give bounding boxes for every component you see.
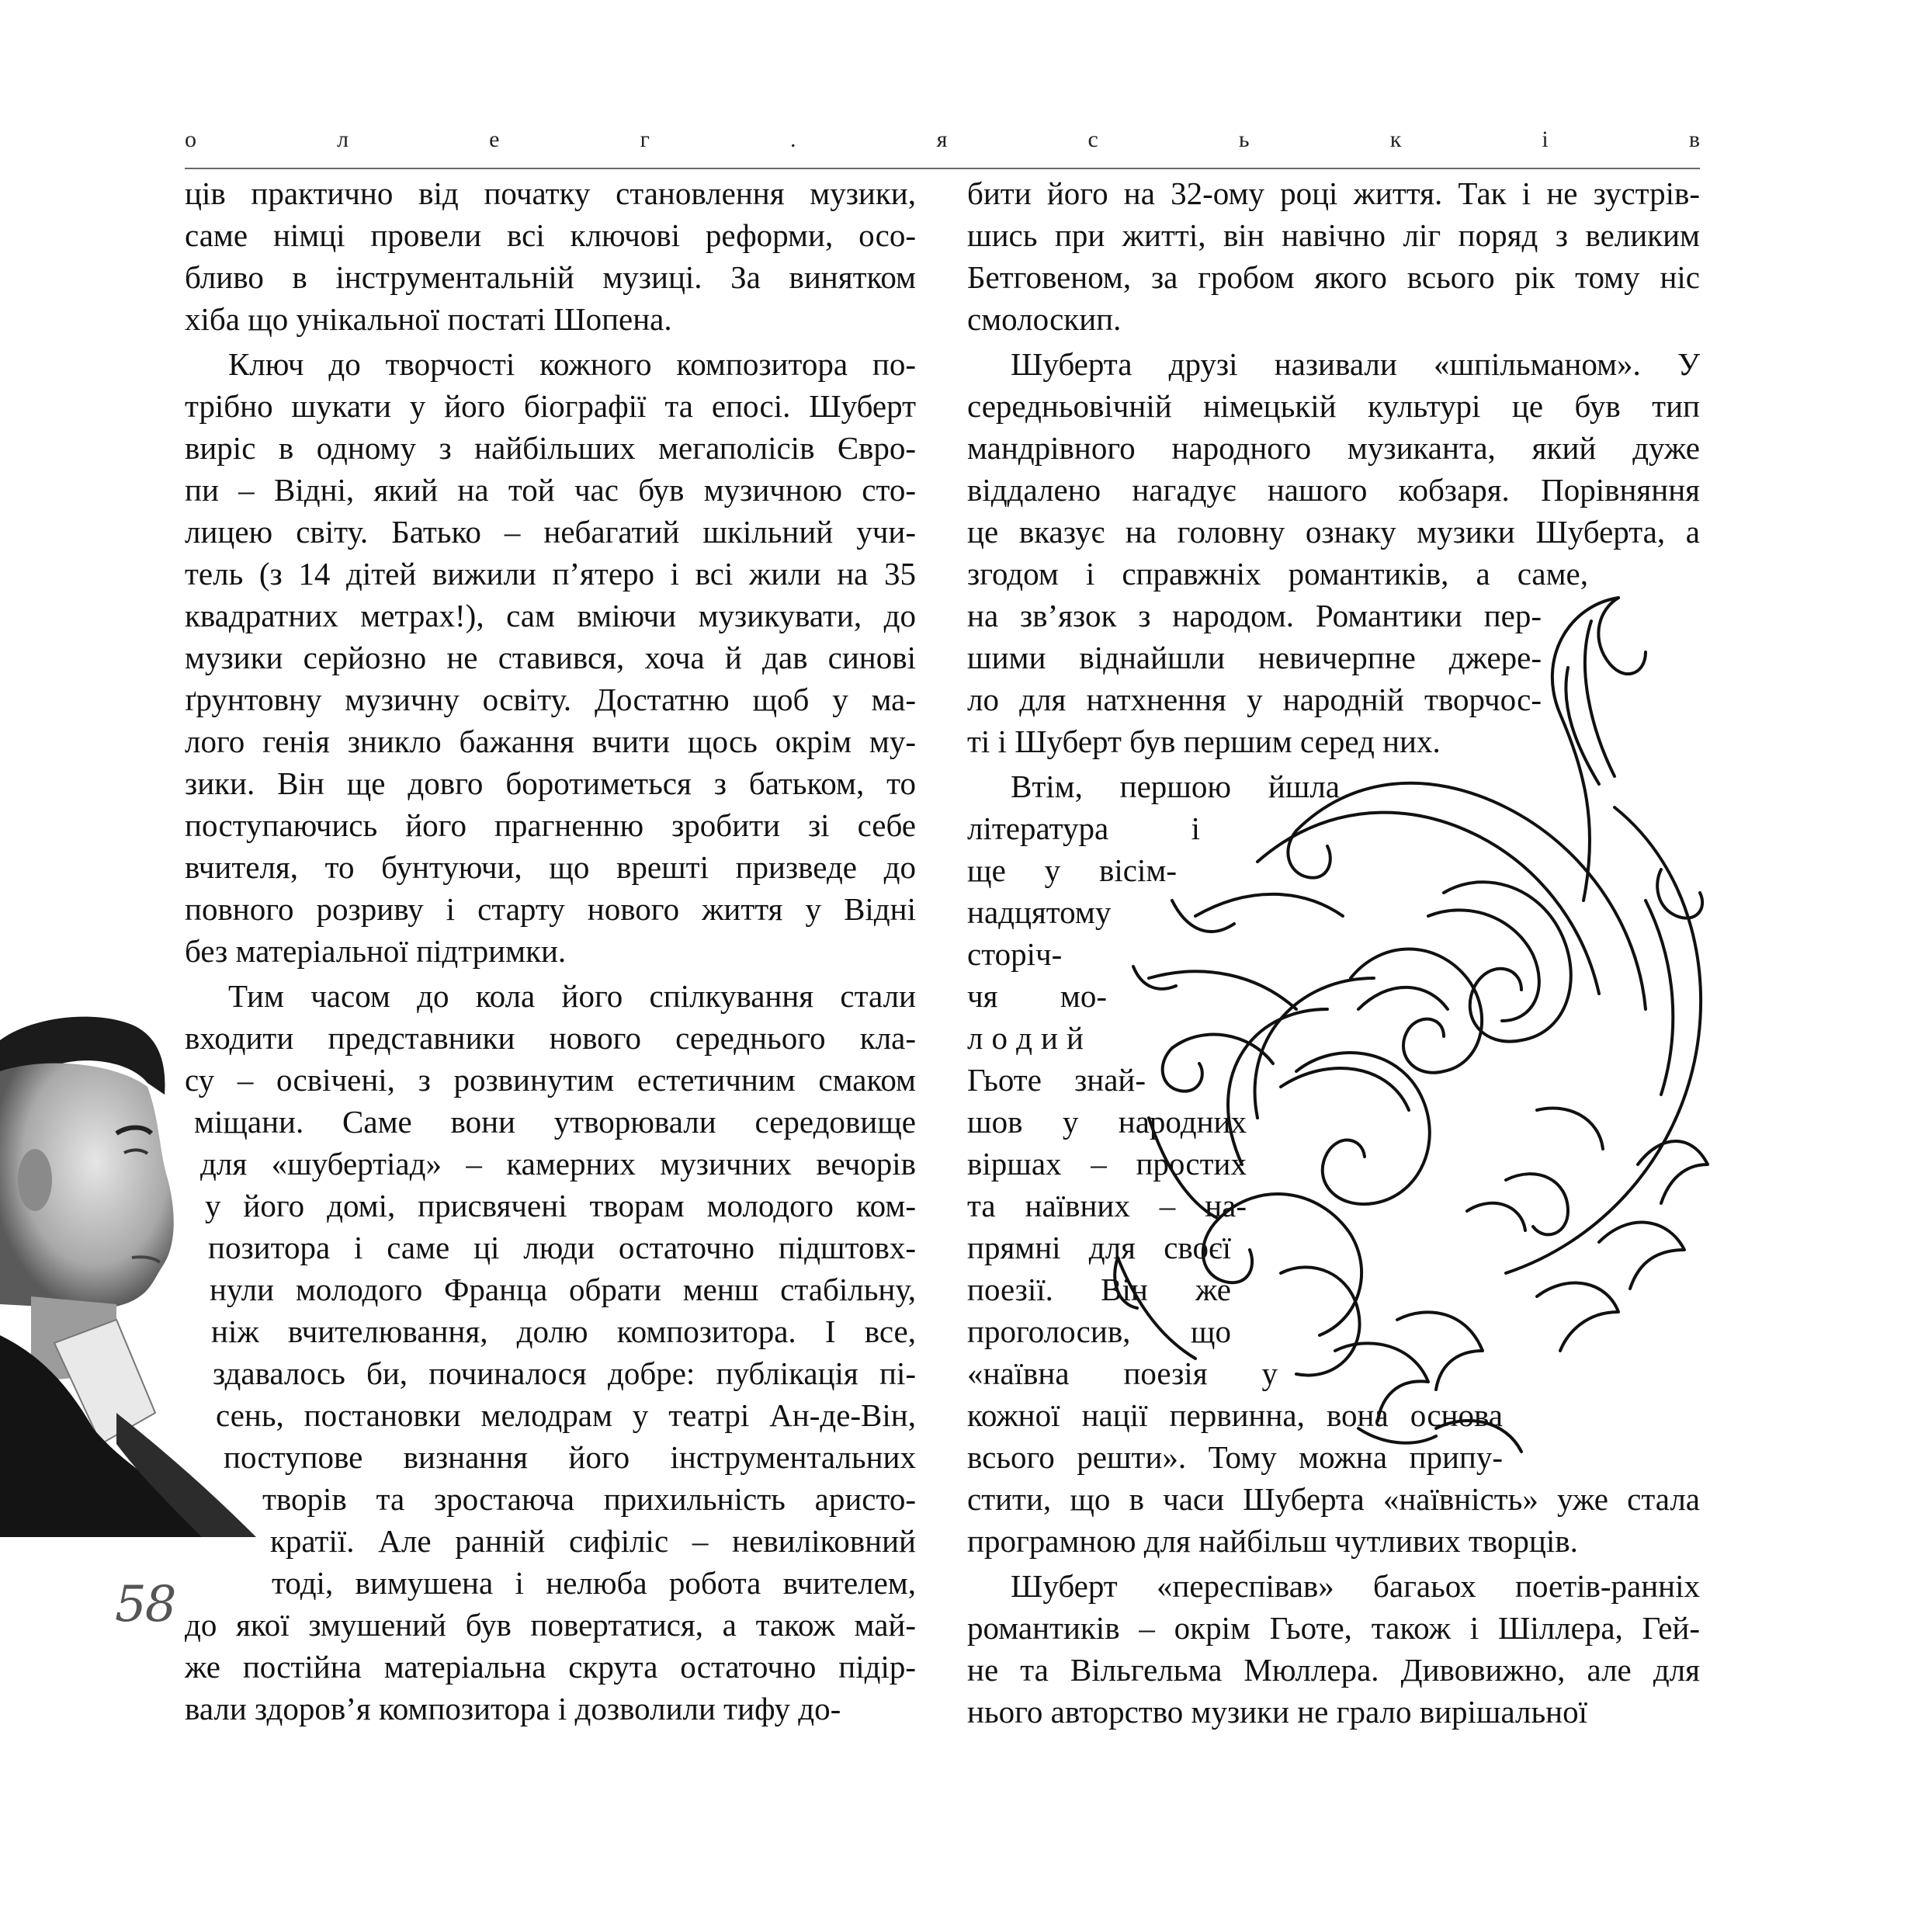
text-line: музики серйозно не ставився, хоча й дав синові <box>185 640 916 675</box>
text-line: ло для натхнення у народній творчос- <box>967 682 1542 717</box>
text-line: тель (з 14 дітей вижили п’ятеро і всі жили на 35 <box>185 556 916 592</box>
text-line: ґрунтовну музичну освіту. Достатню щоб у ма- <box>185 682 916 717</box>
text-line: мандрівного народного музиканта, який дуже <box>967 430 1700 466</box>
text-line: поступаючись його прагненню зробити зі себе <box>185 807 916 843</box>
text-line: міщани. Саме вони утворювали середовище <box>194 1104 916 1140</box>
text-line: ті і Шуберт був першим серед них. <box>967 724 1441 759</box>
text-line: Тим часом до кола його спілкування стали <box>228 978 916 1014</box>
text-line: шов у народних <box>967 1104 1247 1140</box>
text-line: лицею світу. Батько – небагатий шкільний учи- <box>185 514 916 550</box>
paragraph <box>185 172 916 340</box>
text-line: лого генія зникло бажання вчити щось окрім му- <box>185 724 916 759</box>
text-line: ніж вчителювання, долю композитора. І все, <box>211 1313 916 1349</box>
text-line: пи – Відні, який на той час був музичною сто- <box>185 472 916 508</box>
text-line: у його домі, присвячені творам молодого ком- <box>205 1188 916 1223</box>
running-head-letter: ь <box>1238 127 1250 152</box>
paragraph <box>185 975 916 1730</box>
text-line: вали здоров’я композитора і дозволили тифу до- <box>185 1691 841 1726</box>
left-column <box>185 172 916 1730</box>
text-line: ців практично від початку становлення музики, <box>185 175 916 211</box>
text-line: же постійна матеріальна скрута остаточно підір- <box>185 1649 916 1685</box>
text-line: нього авторство музики не грало вирішальної <box>967 1694 1588 1730</box>
text-line: не та Вільгельма Мюллера. Дивовижно, але для <box>967 1652 1700 1688</box>
text-line: здавалось би, починалося добре: публікація пі- <box>213 1355 916 1391</box>
text-line: бити його на 32-ому році життя. Так і не зустрів- <box>967 175 1700 211</box>
text-line: шими віднайшли невичерпне джере- <box>967 640 1542 675</box>
text-line: шись при житті, він навічно ліг поряд з великим <box>967 217 1700 253</box>
text-line: вчителя, то бунтуючи, що врешті призведе до <box>185 849 916 885</box>
text-line: програмною для найбільш чутливих творців. <box>967 1523 1578 1559</box>
running-head-letter: е <box>489 127 500 152</box>
author-portrait-image <box>0 1009 272 1537</box>
text-line: віршах – простих <box>967 1146 1247 1182</box>
text-line: позитора і саме ці люди остаточно підштовх- <box>208 1230 916 1265</box>
text-line: це вказує на головну ознаку музики Шуберта, а <box>967 514 1700 550</box>
text-line: тоді, вимушена і нелюба робота вчителем, <box>272 1565 916 1601</box>
text-line: віддалено нагадує нашого кобзаря. Порівняння <box>967 472 1700 508</box>
text-line: ще у вісім- <box>967 852 1177 888</box>
running-head-letter: к <box>1389 127 1402 152</box>
text-line: входити представники нового середнього кла- <box>185 1020 916 1056</box>
text-line: прямні для своєї <box>967 1230 1231 1265</box>
running-head-letter: і <box>1542 127 1549 152</box>
running-head-letter: с <box>1087 127 1098 152</box>
baroque-scroll-ornament <box>1102 574 1715 1475</box>
text-line: до якої змушений був повертатися, а також май- <box>185 1607 916 1643</box>
text-line: література і <box>967 810 1200 846</box>
running-head-letter: о <box>185 127 196 152</box>
text-line: та наївних – на- <box>967 1188 1247 1223</box>
paragraph <box>967 1565 1700 1733</box>
text-line: трібно шукати у його біографії та епосі. Шуберт <box>185 388 916 424</box>
running-head-letter: . <box>790 127 796 152</box>
text-line: для «шубертіад» – камерних музичних вечорів <box>200 1146 916 1182</box>
text-line: кратії. Але ранній сифіліс – невиліковний <box>270 1523 916 1559</box>
text-line: Втім, першою йшла <box>1011 769 1340 804</box>
running-head-letter: в <box>1688 127 1700 152</box>
text-line: Шуберта друзі називали «шпільманом». У <box>1011 346 1700 382</box>
text-line: надцятому <box>967 894 1112 930</box>
text-line: бливо в інструментальній музиці. За винятком <box>185 259 916 295</box>
text-line: творів та зростаюча прихильність аристо- <box>262 1481 916 1517</box>
running-head-letter: л <box>337 127 349 152</box>
text-line: хіба що унікальної постаті Шопена. <box>185 301 672 337</box>
text-line: згодом і справжніх романтиків, а саме, <box>967 556 1588 592</box>
header-rule <box>185 168 1700 169</box>
text-line: повного розриву і старту нового життя у Відні <box>185 891 916 927</box>
text-line: без матеріальної підтримки. <box>185 933 567 969</box>
text-line: на зв’язок з народом. Романтики пер- <box>967 598 1542 633</box>
paragraph <box>967 172 1700 340</box>
text-line: всього решти». Тому можна припу- <box>967 1439 1503 1475</box>
text-line: сторіч- <box>967 936 1063 972</box>
running-head-letter: я <box>936 127 948 152</box>
text-line: сень, постановки мелодрам у театрі Ан-де-Він, <box>216 1397 916 1433</box>
text-line: л о д и й <box>967 1020 1084 1056</box>
text-line: стити, що в часи Шуберта «наївність» уже стала <box>967 1481 1700 1517</box>
text-line: кожної нації первинна, вона основа <box>967 1397 1503 1433</box>
text-line: чя мо- <box>967 978 1107 1014</box>
paragraph <box>185 343 916 972</box>
text-line: Гьоте знай- <box>967 1062 1146 1098</box>
text-line: зики. Він ще довго боротиметься з батьком, то <box>185 765 916 801</box>
text-line: Шуберт «переспівав» багаьох поетів-ранніх <box>1011 1568 1700 1604</box>
text-line: виріс в одному з найбільших мегаполісів Євро- <box>185 430 916 466</box>
text-line: романтиків – окрім Гьоте, також і Шіллера, Гей- <box>967 1610 1700 1646</box>
text-line: поезії. Він же <box>967 1272 1231 1307</box>
text-line: середньовічній німецькій культурі це був тип <box>967 388 1700 424</box>
text-line: саме німці провели всі ключові реформи, осо- <box>185 217 916 253</box>
text-line: нули молодого Франца обрати менш стабільну, <box>210 1272 916 1307</box>
text-line: су – освічені, з розвинутим естетичним смаком <box>185 1062 916 1098</box>
text-line: Бетговеном, за гробом якого всього рік тому ніс <box>967 259 1700 295</box>
text-line: «наївна поезія у <box>967 1355 1278 1391</box>
running-head-letter: г <box>640 127 650 152</box>
text-line: поступове визнання його інструментальних <box>224 1439 916 1475</box>
text-line: проголосив, що <box>967 1313 1231 1349</box>
page-number: 58 <box>115 1576 175 1633</box>
text-line: квадратних метрах!), сам вміючи музикувати, до <box>185 598 916 633</box>
text-line: смолоскип. <box>967 301 1122 337</box>
running-head <box>185 124 1700 155</box>
text-line: Ключ до творчості кожного композитора по- <box>228 346 916 382</box>
